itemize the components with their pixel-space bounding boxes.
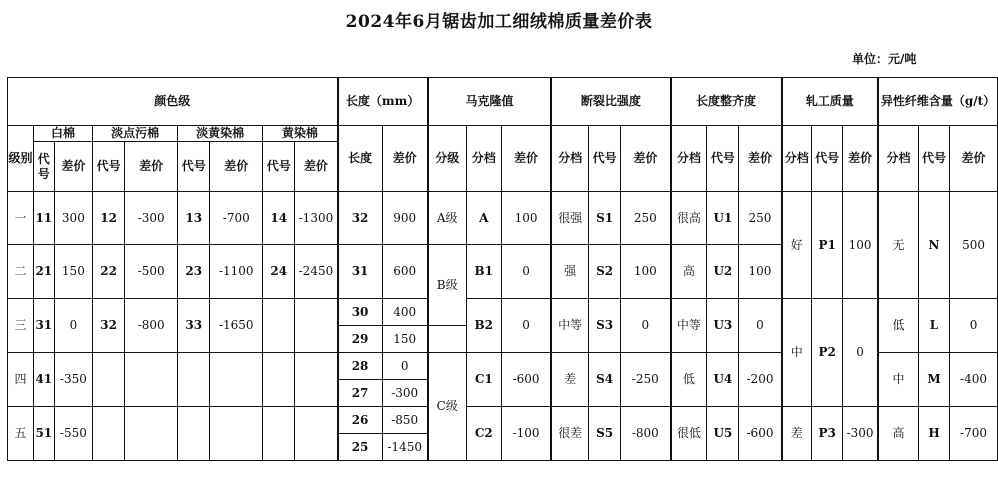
length-diff-6: -300 [382, 380, 428, 407]
header-foreign-fiber: 异性纤维含量（g/t） [878, 78, 998, 126]
mic-tier-b1: B1 [466, 245, 501, 299]
white-code-4: 41 [33, 353, 54, 407]
length-diff-7: -850 [382, 407, 428, 434]
header-ls-code: 代号 [93, 142, 125, 192]
header-grade: 级别 [8, 126, 34, 192]
ff-code-3: M [918, 353, 949, 407]
ly-diff-4 [210, 353, 263, 407]
white-code-5: 51 [33, 407, 54, 461]
uni-code-1: U1 [707, 192, 739, 245]
gin-tier-3: 差 [782, 407, 812, 461]
mic-tier-c2: C2 [466, 407, 501, 461]
mic-class-c: C级 [428, 353, 466, 461]
uni-tier-1: 很高 [671, 192, 707, 245]
str-tier-1: 很强 [551, 192, 588, 245]
unit-label: 单位：元/吨 [852, 52, 917, 66]
header-light-spotted: 淡点污棉 [93, 126, 178, 142]
header-ginning: 轧工质量 [782, 78, 878, 126]
y-diff-4 [295, 353, 338, 407]
header-strength: 断裂比强度 [551, 78, 670, 126]
gin-code-1: P1 [812, 192, 843, 299]
header-ff-tier: 分档 [878, 126, 918, 192]
length-4: 29 [338, 326, 383, 353]
ff-diff-2: 0 [950, 299, 998, 353]
mic-diff-b1: 0 [501, 245, 551, 299]
header-ly-code: 代号 [178, 142, 210, 192]
uni-tier-5: 很低 [671, 407, 707, 461]
ly-diff-3: -1650 [210, 299, 263, 353]
uni-diff-4: -200 [739, 353, 782, 407]
mic-diff-c2: -100 [501, 407, 551, 461]
uni-code-4: U4 [707, 353, 739, 407]
ly-code-1: 13 [178, 192, 210, 245]
str-tier-3: 中等 [551, 299, 588, 353]
str-code-4: S4 [589, 353, 621, 407]
str-tier-5: 很差 [551, 407, 588, 461]
header-gin-code: 代号 [812, 126, 843, 192]
header-gin-tier: 分档 [782, 126, 812, 192]
str-diff-1: 250 [621, 192, 671, 245]
length-diff-8: -1450 [382, 434, 428, 461]
gin-code-3: P3 [812, 407, 843, 461]
header-y-diff: 差价 [295, 142, 338, 192]
str-diff-2: 100 [621, 245, 671, 299]
header-white-cotton: 白棉 [33, 126, 92, 142]
str-diff-3: 0 [621, 299, 671, 353]
ls-diff-4 [125, 353, 178, 407]
ly-diff-1: -700 [210, 192, 263, 245]
uni-code-2: U2 [707, 245, 739, 299]
length-diff-5: 0 [382, 353, 428, 380]
gin-diff-1: 100 [843, 192, 878, 299]
mic-class-a: A级 [428, 192, 466, 245]
ly-diff-5 [210, 407, 263, 461]
str-tier-2: 强 [551, 245, 588, 299]
grade-1: 一 [8, 192, 34, 245]
price-difference-table [7, 77, 998, 461]
header-mic-tier: 分档 [466, 126, 501, 192]
header-uni-diff: 差价 [739, 126, 782, 192]
y-code-1: 14 [263, 192, 295, 245]
y-code-3 [263, 299, 295, 353]
gin-tier-2: 中 [782, 299, 812, 407]
header-mic-class: 分级 [428, 126, 466, 192]
uni-code-3: U3 [707, 299, 739, 353]
ff-code-2: L [918, 299, 949, 353]
length-5: 28 [338, 353, 383, 380]
gin-tier-1: 好 [782, 192, 812, 299]
ly-code-4 [178, 353, 210, 407]
str-diff-4: -250 [621, 353, 671, 407]
ff-diff-3: -400 [950, 353, 998, 407]
white-diff-3: 0 [54, 299, 92, 353]
mic-tier-a: A [466, 192, 501, 245]
uni-code-5: U5 [707, 407, 739, 461]
ls-code-4 [93, 353, 125, 407]
uni-tier-2: 高 [671, 245, 707, 299]
length-7: 26 [338, 407, 383, 434]
header-ly-diff: 差价 [210, 142, 263, 192]
length-diff-1: 900 [382, 192, 428, 245]
ly-diff-2: -1100 [210, 245, 263, 299]
uni-diff-3: 0 [739, 299, 782, 353]
ls-code-2: 22 [93, 245, 125, 299]
page-title: 2024年6月锯齿加工细绒棉质量差价表 [345, 12, 653, 32]
header-length: 长度（mm） [338, 78, 428, 126]
length-diff-2: 600 [382, 245, 428, 299]
ly-code-3: 33 [178, 299, 210, 353]
header-mic-diff: 差价 [501, 126, 551, 192]
header-ls-diff: 差价 [125, 142, 178, 192]
ff-tier-2: 低 [878, 299, 918, 353]
ls-code-5 [93, 407, 125, 461]
y-code-2: 24 [263, 245, 295, 299]
gin-diff-3: -300 [843, 407, 878, 461]
grade-4: 四 [8, 353, 34, 407]
mic-diff-c1: -600 [501, 353, 551, 407]
length-2: 31 [338, 245, 383, 299]
length-diff-3: 400 [382, 299, 428, 326]
str-diff-5: -800 [621, 407, 671, 461]
header-yellow: 黄染棉 [263, 126, 338, 142]
gin-code-2: P2 [812, 299, 843, 407]
uni-tier-3: 中等 [671, 299, 707, 353]
ly-code-5 [178, 407, 210, 461]
header-micronaire: 马克隆值 [428, 78, 551, 126]
white-diff-4: -350 [54, 353, 92, 407]
y-code-4 [263, 353, 295, 407]
y-diff-1: -1300 [295, 192, 338, 245]
gin-diff-2: 0 [843, 299, 878, 407]
white-diff-1: 300 [54, 192, 92, 245]
header-str-diff: 差价 [621, 126, 671, 192]
white-code-2: 21 [33, 245, 54, 299]
length-8: 25 [338, 434, 383, 461]
length-3: 30 [338, 299, 383, 326]
ff-tier-1: 无 [878, 192, 918, 299]
ff-diff-4: -700 [950, 407, 998, 461]
ff-code-4: H [918, 407, 949, 461]
header-white-code: 代号 [33, 142, 54, 192]
str-tier-4: 差 [551, 353, 588, 407]
header-y-code: 代号 [263, 142, 295, 192]
y-diff-3 [295, 299, 338, 353]
ff-diff-1: 500 [950, 192, 998, 299]
length-6: 27 [338, 380, 383, 407]
mic-tier-c1: C1 [466, 353, 501, 407]
white-diff-5: -550 [54, 407, 92, 461]
mic-tier-b2: B2 [466, 299, 501, 353]
str-code-3: S3 [589, 299, 621, 353]
header-uni-code: 代号 [707, 126, 739, 192]
y-code-5 [263, 407, 295, 461]
ff-tier-3: 中 [878, 353, 918, 407]
uni-diff-1: 250 [739, 192, 782, 245]
uni-diff-2: 100 [739, 245, 782, 299]
header-str-code: 代号 [589, 126, 621, 192]
str-code-2: S2 [589, 245, 621, 299]
white-diff-2: 150 [54, 245, 92, 299]
str-code-5: S5 [589, 407, 621, 461]
ff-tier-4: 高 [878, 407, 918, 461]
y-diff-2: -2450 [295, 245, 338, 299]
header-str-tier: 分档 [551, 126, 588, 192]
ff-code-1: N [918, 192, 949, 299]
ls-code-1: 12 [93, 192, 125, 245]
header-ff-code: 代号 [918, 126, 949, 192]
grade-2: 二 [8, 245, 34, 299]
uni-tier-4: 低 [671, 353, 707, 407]
header-length-col: 长度 [338, 126, 383, 192]
ls-diff-5 [125, 407, 178, 461]
ls-diff-2: -500 [125, 245, 178, 299]
header-color-grade: 颜色级 [8, 78, 338, 126]
header-light-yellow: 淡黄染棉 [178, 126, 263, 142]
ls-diff-1: -300 [125, 192, 178, 245]
ly-code-2: 23 [178, 245, 210, 299]
y-diff-5 [295, 407, 338, 461]
header-length-diff: 差价 [382, 126, 428, 192]
mic-diff-b2: 0 [501, 299, 551, 353]
header-ff-diff: 差价 [950, 126, 998, 192]
header-uniformity: 长度整齐度 [671, 78, 782, 126]
header-gin-diff: 差价 [843, 126, 878, 192]
white-code-3: 31 [33, 299, 54, 353]
grade-5: 五 [8, 407, 34, 461]
grade-3: 三 [8, 299, 34, 353]
ls-code-3: 32 [93, 299, 125, 353]
header-white-diff: 差价 [54, 142, 92, 192]
ls-diff-3: -800 [125, 299, 178, 353]
white-code-1: 11 [33, 192, 54, 245]
mic-diff-a: 100 [501, 192, 551, 245]
header-uni-tier: 分档 [671, 126, 707, 192]
mic-class-b: B级 [428, 245, 466, 326]
str-code-1: S1 [589, 192, 621, 245]
length-1: 32 [338, 192, 383, 245]
uni-diff-5: -600 [739, 407, 782, 461]
length-diff-4: 150 [382, 326, 428, 353]
